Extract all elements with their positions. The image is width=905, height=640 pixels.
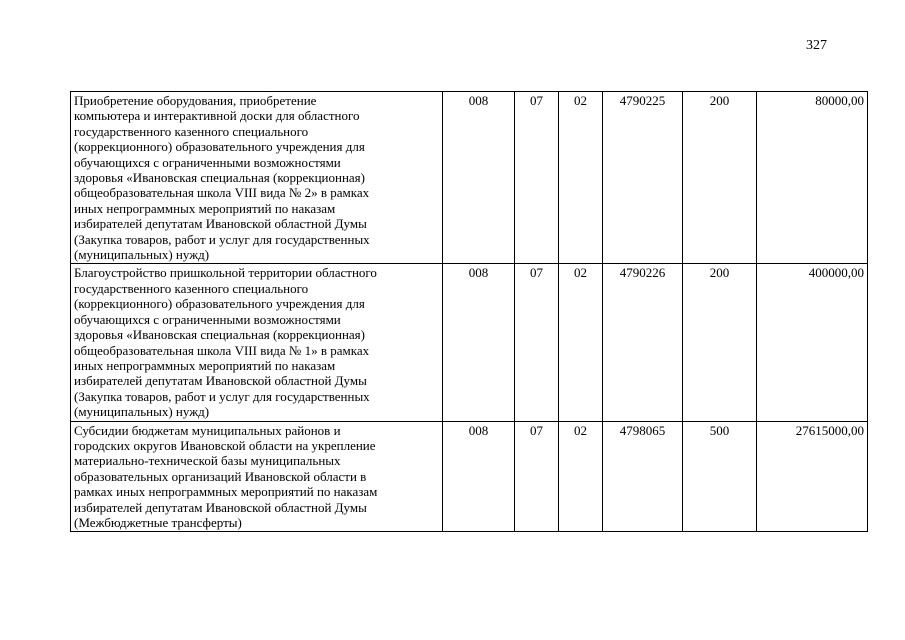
description-line: (Закупка товаров, работ и услуг для государственных bbox=[74, 388, 370, 404]
article-code: 4798065 bbox=[603, 421, 683, 532]
amount: 27615000,00 bbox=[757, 421, 868, 532]
section-code: 07 bbox=[515, 92, 559, 264]
table-row bbox=[71, 264, 868, 421]
description-line: (Закупка товаров, работ и услуг для государственных bbox=[74, 231, 370, 247]
description-line: образовательных организаций Ивановской области в bbox=[74, 468, 367, 484]
description-line: компьютера и интерактивной доски для областного bbox=[74, 108, 360, 124]
description-line: Приобретение оборудования, приобретение bbox=[74, 93, 317, 108]
description-line: избирателей депутатам Ивановской областной Думы bbox=[74, 216, 367, 232]
description-line: (муниципальных) нужд) bbox=[74, 247, 210, 263]
description-line: государственного казенного специального bbox=[74, 123, 309, 139]
description-line: здоровья «Ивановская специальная (коррекционная) bbox=[74, 327, 365, 343]
description-line: (коррекционного) образовательного учреждения для bbox=[74, 139, 365, 155]
description-line: обучающихся с ограниченными возможностями bbox=[74, 311, 341, 327]
description-line: материально-технической базы муниципальных bbox=[74, 453, 341, 469]
description-line: общеобразовательная школа VIII вида № 1» в рамках bbox=[74, 342, 370, 358]
description-line: здоровья «Ивановская специальная (коррекционная) bbox=[74, 170, 365, 186]
article-code: 4790226 bbox=[603, 264, 683, 421]
description-line: иных непрограммных мероприятий по наказам bbox=[74, 357, 336, 373]
expense-type-code: 200 bbox=[683, 264, 757, 421]
description-line: (коррекционного) образовательного учреждения для bbox=[74, 296, 365, 312]
description-line: (Межбюджетные трансферты) bbox=[74, 514, 242, 530]
amount: 80000,00 bbox=[757, 92, 868, 264]
description-line: избирателей депутатам Ивановской областной Думы bbox=[74, 499, 367, 515]
row-description bbox=[71, 421, 443, 532]
description-line: городских округов Ивановской области на укрепление bbox=[74, 437, 376, 453]
description-line: (муниципальных) нужд) bbox=[74, 404, 210, 420]
description-line: иных непрограммных мероприятий по наказам bbox=[74, 200, 336, 216]
description-line: государственного казенного специального bbox=[74, 280, 309, 296]
budget-table bbox=[70, 91, 868, 532]
section-code: 07 bbox=[515, 421, 559, 532]
description-line: избирателей депутатам Ивановской областной Думы bbox=[74, 373, 367, 389]
amount: 400000,00 bbox=[757, 264, 868, 421]
expense-type-code: 200 bbox=[683, 92, 757, 264]
row-description bbox=[71, 92, 443, 264]
description-line: Благоустройство пришкольной территории областного bbox=[74, 265, 377, 281]
subsection-code: 02 bbox=[559, 92, 603, 264]
page-number: 327 bbox=[806, 38, 827, 53]
ministry-code: 008 bbox=[443, 92, 515, 264]
description-line: общеобразовательная школа VIII вида № 2» в рамках bbox=[74, 185, 370, 201]
section-code: 07 bbox=[515, 264, 559, 421]
description-line: рамках иных непрограммных мероприятий по наказам bbox=[74, 484, 378, 500]
description-line: Субсидии бюджетам муниципальных районов и bbox=[74, 422, 341, 438]
ministry-code: 008 bbox=[443, 264, 515, 421]
expense-type-code: 500 bbox=[683, 421, 757, 532]
article-code: 4790225 bbox=[603, 92, 683, 264]
row-description bbox=[71, 264, 443, 421]
table-row bbox=[71, 92, 868, 264]
subsection-code: 02 bbox=[559, 421, 603, 532]
table-row bbox=[71, 421, 868, 532]
ministry-code: 008 bbox=[443, 421, 515, 532]
subsection-code: 02 bbox=[559, 264, 603, 421]
description-line: обучающихся с ограниченными возможностями bbox=[74, 154, 341, 170]
